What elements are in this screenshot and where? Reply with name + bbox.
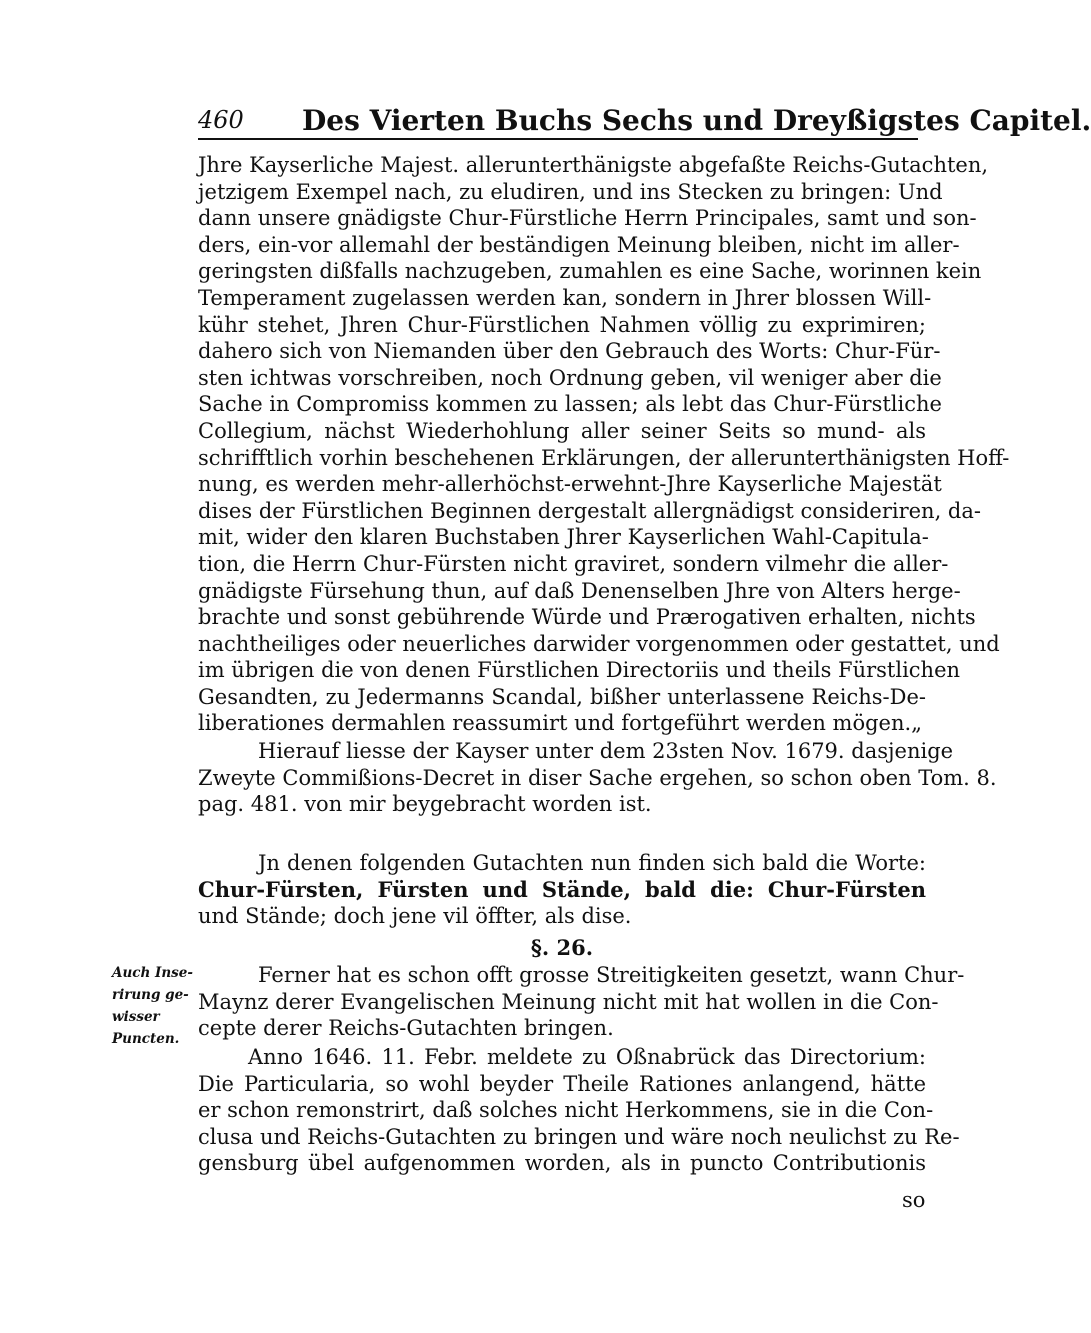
- text-line: gnädigste Fürsehung thun, auf daß Denenselben Jhre von Alters herge-: [198, 578, 961, 603]
- text-line: mit, wider den klaren Buchstaben Jhrer Kayserlichen Wahl-Capitula-: [198, 525, 929, 550]
- text-line: tion, die Herrn Chur-Fürsten nicht graviret, sondern vilmehr die aller-: [198, 551, 949, 576]
- text-line: liberationes dermahlen reassumirt und fortgeführt werden mögen.„: [198, 711, 923, 736]
- paragraph-disputes: [198, 962, 965, 1042]
- page-number: 460: [198, 106, 244, 134]
- margin-note-line: rirung ge-: [112, 987, 189, 1003]
- text-line: Chur-Fürsten, Fürsten und Stände, bald die: Chur-Fürsten: [198, 876, 926, 902]
- text-line: gensburg übel aufgenommen worden, als in puncto Contributionis: [198, 1151, 926, 1176]
- text-line: brachte und sonst gebührende Würde und Prærogativen erhalten, nichts: [198, 605, 976, 630]
- text-line: Anno 1646. 11. Febr. meldete zu Oßnabrück das Directorium:: [248, 1045, 926, 1069]
- text-line: dises der Fürstlichen Beginnen dergestalt allergnädigst consideriren, da-: [198, 498, 981, 523]
- running-title: Des Vierten Buchs Sechs und Dreyßigstes Capitel.: [302, 104, 1091, 137]
- text-line: Sache in Compromiss kommen zu lassen; als lebt das Chur-Fürstliche: [198, 392, 942, 417]
- paragraph-gutachten: [198, 850, 926, 930]
- text-line: Ferner hat es schon offt grosse Streitigkeiten gesetzt, wann Chur-: [258, 963, 965, 987]
- text-line: Collegium, nächst Wiederhohlung aller seiner Seits so mund- als: [198, 418, 926, 443]
- margin-note-line: Auch Inse-: [112, 965, 193, 981]
- text-line: jetzigem Exempel nach, zu eludiren, und ins Stecken zu bringen: Und: [198, 179, 943, 204]
- text-line: ders, ein-vor allemahl der beständigen Meinung bleiben, nicht im aller-: [198, 232, 960, 257]
- text-line: Jhre Kayserliche Majest. allerunterthänigste abgefaßte Reichs-Gutachten,: [198, 153, 989, 177]
- page-header: [198, 104, 1091, 138]
- text-line: Hierauf liesse der Kayser unter dem 23sten Nov. 1679. dasjenige: [258, 739, 954, 763]
- paragraph-commission-decree: [198, 738, 997, 818]
- margin-note: [112, 962, 197, 1050]
- text-line: Zweyte Commißions-Decret in diser Sache ergehen, so schon oben Tom. 8.: [198, 765, 997, 790]
- paragraph-anno-1646: [198, 1044, 960, 1177]
- text-line: geringsten dißfalls nachzugeben, zumahlen es eine Sache, worinnen kein: [198, 259, 982, 284]
- text-line: er schon remonstrirt, daß solches nicht Herkommens, sie in die Con-: [198, 1098, 934, 1123]
- margin-note-line: wisser: [112, 1009, 160, 1025]
- text-line: im übrigen die von denen Fürstlichen Directoriis und theils Fürstlichen: [198, 658, 961, 683]
- catchword: so: [902, 1188, 926, 1212]
- text-line: Temperament zugelassen werden kan, sondern in Jhrer blossen Will-: [198, 285, 932, 310]
- text-line: Gesandten, zu Jedermanns Scandal, bißher unterlassene Reichs-De-: [198, 684, 926, 709]
- header-rule: [198, 138, 918, 140]
- text-line: clusa und Reichs-Gutachten zu bringen und wäre noch neulichst zu Re-: [198, 1124, 960, 1149]
- text-line: dann unsere gnädigste Chur-Fürstliche Herrn Principales, samt und son-: [198, 206, 977, 231]
- text-line: Maynz derer Evangelischen Meinung nicht mit hat wollen in die Con-: [198, 989, 939, 1014]
- text-line: nung, es werden mehr-allerhöchst-erwehnt-Jhre Kayserliche Majestät: [198, 472, 942, 497]
- text-line: pag. 481. von mir beygebracht worden ist.: [198, 792, 652, 817]
- text-line: dahero sich von Niemanden über den Gebrauch des Worts: Chur-Für-: [198, 339, 941, 364]
- section-heading: §. 26.: [530, 935, 594, 960]
- margin-note-line: Puncten.: [112, 1031, 180, 1047]
- text-line: sten ichtwas vorschreiben, noch Ordnung geben, vil weniger aber die: [198, 365, 942, 390]
- text-line: Jn denen folgenden Gutachten nun finden sich bald die Worte:: [258, 851, 926, 875]
- paragraph-quotation: [198, 152, 1010, 737]
- text-line: kühr stehet, Jhren Chur-Fürstlichen Nahmen völlig zu exprimiren;: [198, 312, 926, 337]
- text-line: cepte derer Reichs-Gutachten bringen.: [198, 1016, 614, 1041]
- text-line: Die Particularia, so wohl beyder Theile Rationes anlangend, hätte: [198, 1071, 926, 1096]
- text-line: und Stände; doch jene vil öffter, als dise.: [198, 904, 632, 929]
- text-line: nachtheiliges oder neuerliches darwider vorgenommen oder gestattet, und: [198, 631, 1000, 656]
- text-line: schrifftlich vorhin beschehenen Erklärungen, der allerunterthänigsten Hoff-: [198, 445, 1010, 470]
